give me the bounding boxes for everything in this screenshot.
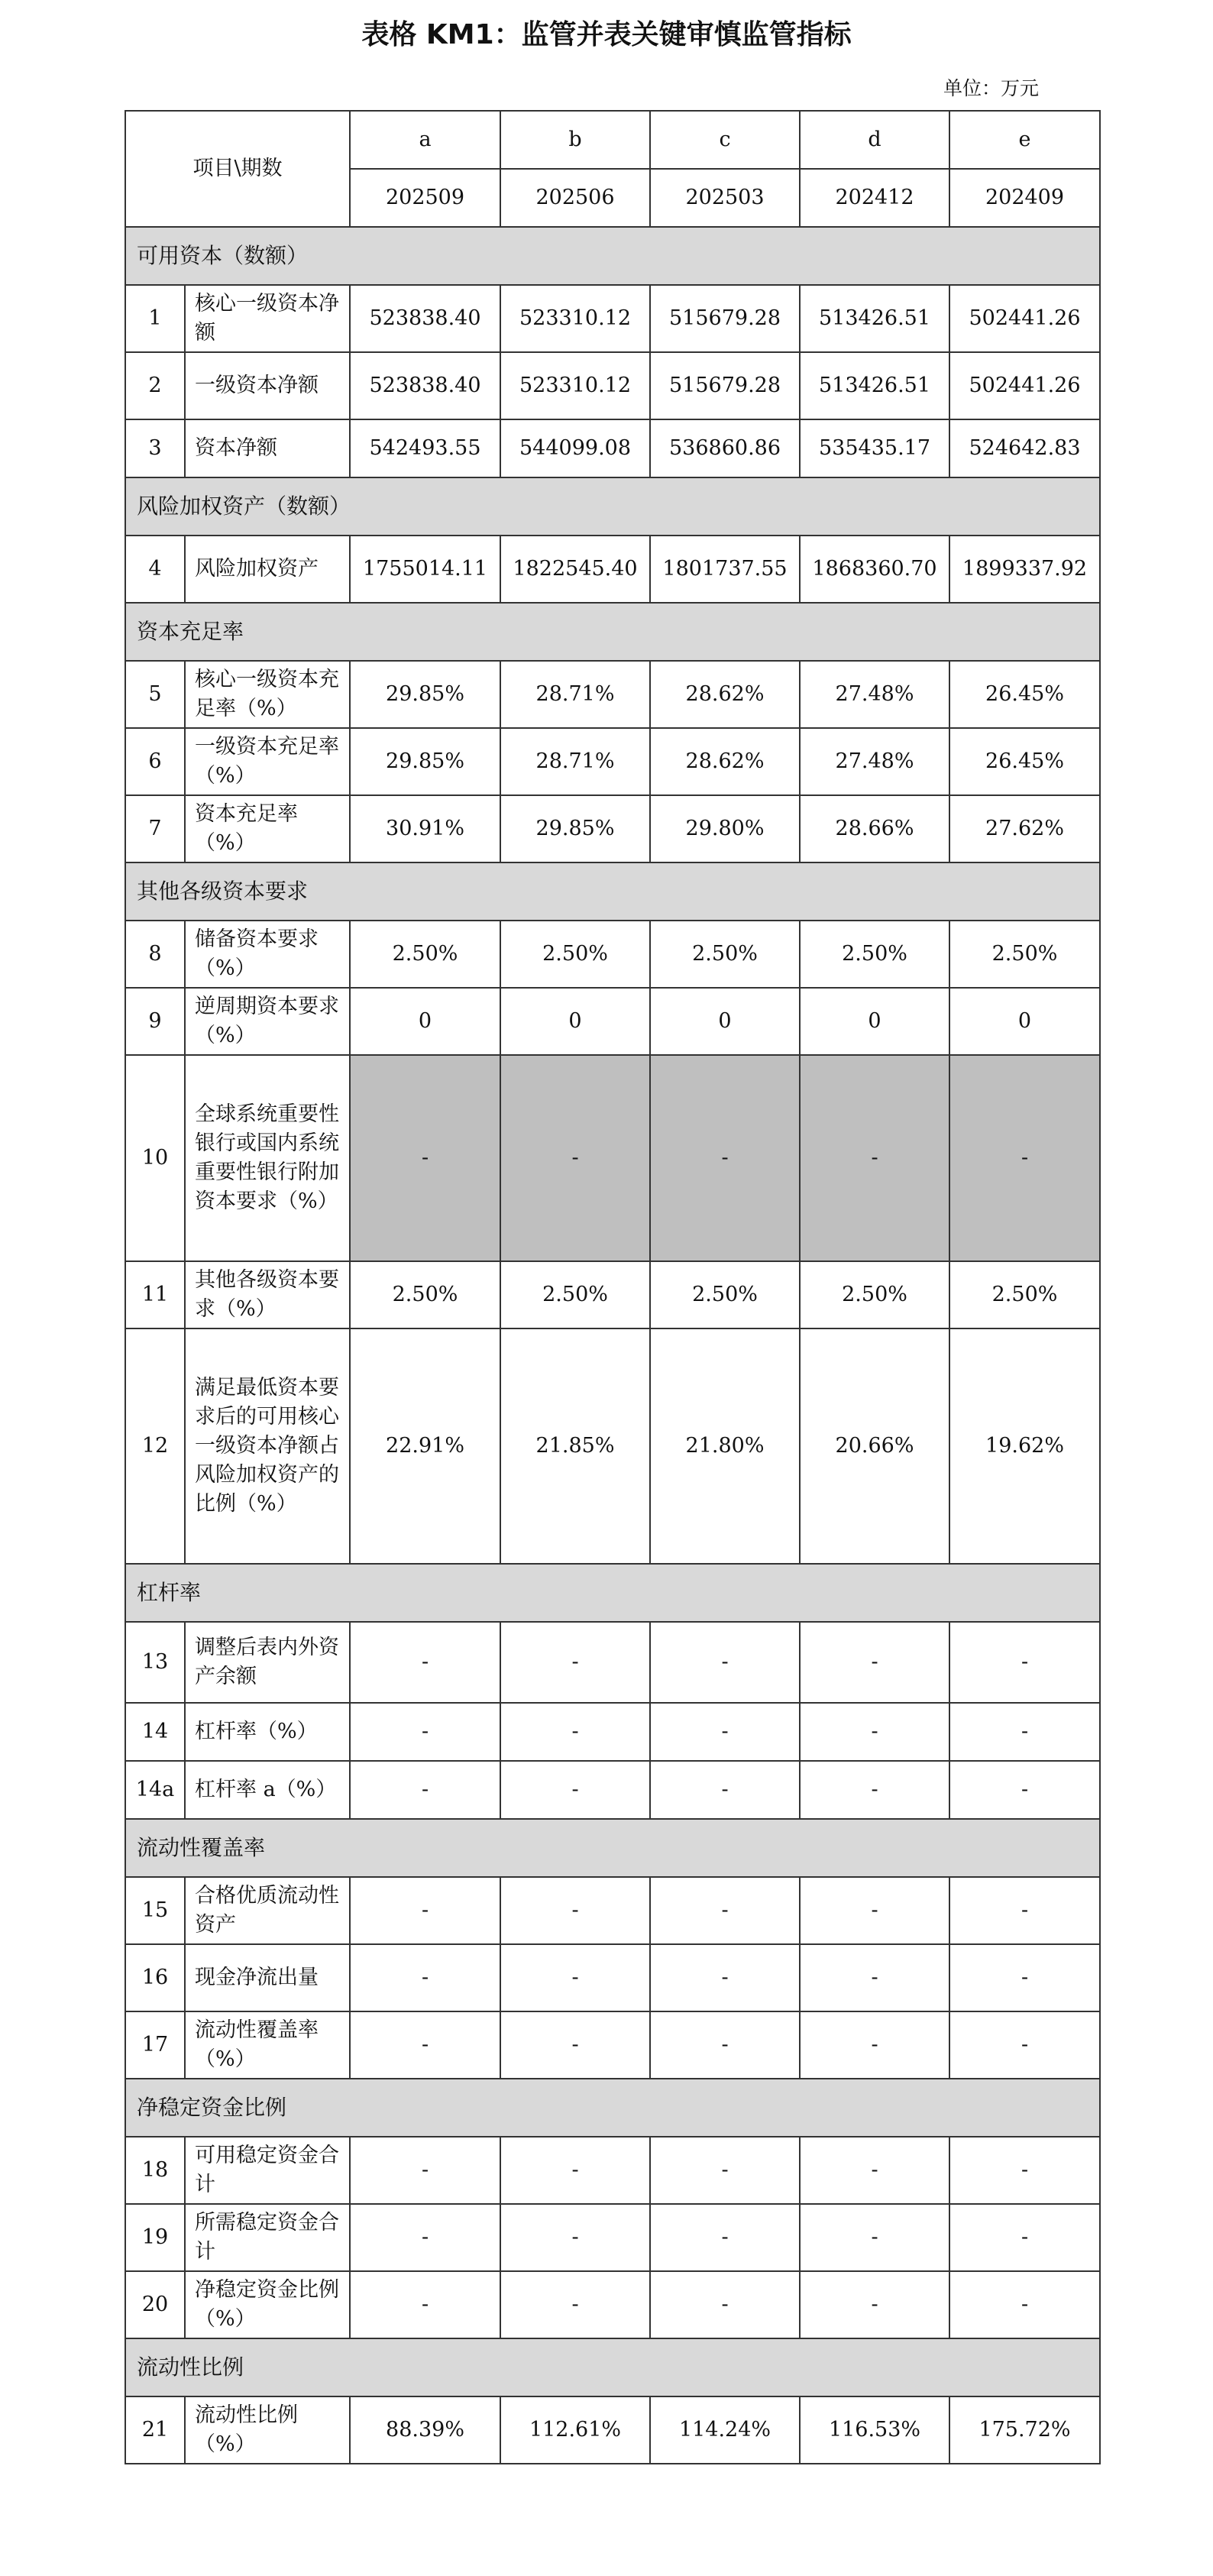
value-cell: 30.91% bbox=[350, 795, 500, 862]
header-corner: 项目\期数 bbox=[125, 111, 350, 227]
table-row bbox=[125, 2271, 1100, 2338]
section-header-row bbox=[125, 1819, 1100, 1877]
value-cell: - bbox=[650, 2137, 800, 2204]
value-cell: 513426.51 bbox=[800, 285, 949, 352]
row-index: 11 bbox=[125, 1261, 185, 1328]
row-index: 12 bbox=[125, 1328, 185, 1564]
value-cell: 1822545.40 bbox=[500, 536, 650, 603]
value-cell: - bbox=[949, 2204, 1100, 2271]
value-cell: - bbox=[350, 2271, 500, 2338]
column-letter: a bbox=[350, 111, 500, 169]
value-cell: 114.24% bbox=[650, 2396, 800, 2464]
table-row bbox=[125, 352, 1100, 419]
value-cell: 2.50% bbox=[350, 921, 500, 988]
value-cell: 502441.26 bbox=[949, 285, 1100, 352]
section-title: 杠杆率 bbox=[125, 1564, 1100, 1622]
column-letter: b bbox=[500, 111, 650, 169]
value-cell: 175.72% bbox=[949, 2396, 1100, 2464]
value-cell: 88.39% bbox=[350, 2396, 500, 2464]
value-cell: 29.85% bbox=[350, 661, 500, 728]
value-cell: - bbox=[800, 1761, 949, 1819]
value-cell: - bbox=[949, 1703, 1100, 1761]
value-cell: 1801737.55 bbox=[650, 536, 800, 603]
section-title: 风险加权资产（数额） bbox=[125, 477, 1100, 536]
value-cell: - bbox=[800, 2011, 949, 2079]
value-cell: - bbox=[650, 1944, 800, 2011]
row-label: 杠杆率 a（%） bbox=[185, 1761, 350, 1819]
row-index: 10 bbox=[125, 1055, 185, 1261]
row-index: 3 bbox=[125, 419, 185, 477]
table-row bbox=[125, 536, 1100, 603]
value-cell: 2.50% bbox=[350, 1261, 500, 1328]
value-cell: 2.50% bbox=[650, 921, 800, 988]
row-label: 核心一级资本充足率（%） bbox=[185, 661, 350, 728]
period-label: 202409 bbox=[949, 169, 1100, 227]
section-header-row bbox=[125, 603, 1100, 661]
value-cell: - bbox=[350, 2204, 500, 2271]
table-row bbox=[125, 1703, 1100, 1761]
km1-table bbox=[125, 110, 1101, 2464]
row-label: 流动性覆盖率（%） bbox=[185, 2011, 350, 2079]
value-cell: - bbox=[350, 1055, 500, 1261]
table-row bbox=[125, 988, 1100, 1055]
value-cell: - bbox=[350, 1877, 500, 1944]
value-cell: - bbox=[350, 1761, 500, 1819]
value-cell: 0 bbox=[500, 988, 650, 1055]
value-cell: - bbox=[800, 2271, 949, 2338]
table-row bbox=[125, 1761, 1100, 1819]
value-cell: 2.50% bbox=[500, 1261, 650, 1328]
value-cell: 542493.55 bbox=[350, 419, 500, 477]
value-cell: - bbox=[949, 1622, 1100, 1703]
value-cell: - bbox=[500, 2011, 650, 2079]
row-index: 6 bbox=[125, 728, 185, 795]
table-row bbox=[125, 1055, 1100, 1261]
value-cell: 26.45% bbox=[949, 728, 1100, 795]
row-label: 全球系统重要性银行或国内系统重要性银行附加资本要求（%） bbox=[185, 1055, 350, 1261]
table-row bbox=[125, 285, 1100, 352]
row-index: 5 bbox=[125, 661, 185, 728]
row-label: 资本充足率（%） bbox=[185, 795, 350, 862]
value-cell: 29.85% bbox=[500, 795, 650, 862]
period-label: 202503 bbox=[650, 169, 800, 227]
value-cell: 2.50% bbox=[949, 921, 1100, 988]
value-cell: - bbox=[800, 2204, 949, 2271]
value-cell: - bbox=[500, 1944, 650, 2011]
value-cell: - bbox=[949, 1761, 1100, 1819]
value-cell: 1755014.11 bbox=[350, 536, 500, 603]
value-cell: 29.85% bbox=[350, 728, 500, 795]
value-cell: 1899337.92 bbox=[949, 536, 1100, 603]
value-cell: - bbox=[650, 2011, 800, 2079]
value-cell: - bbox=[650, 1055, 800, 1261]
row-index: 4 bbox=[125, 536, 185, 603]
value-cell: 26.45% bbox=[949, 661, 1100, 728]
value-cell: - bbox=[650, 1761, 800, 1819]
value-cell: - bbox=[650, 1877, 800, 1944]
row-index: 8 bbox=[125, 921, 185, 988]
value-cell: 1868360.70 bbox=[800, 536, 949, 603]
value-cell: 116.53% bbox=[800, 2396, 949, 2464]
value-cell: 28.62% bbox=[650, 661, 800, 728]
row-index: 7 bbox=[125, 795, 185, 862]
row-label: 资本净额 bbox=[185, 419, 350, 477]
value-cell: - bbox=[949, 2137, 1100, 2204]
value-cell: - bbox=[650, 1703, 800, 1761]
section-header-row bbox=[125, 227, 1100, 285]
value-cell: 2.50% bbox=[800, 1261, 949, 1328]
value-cell: 502441.26 bbox=[949, 352, 1100, 419]
table-row bbox=[125, 795, 1100, 862]
value-cell: - bbox=[500, 1703, 650, 1761]
table-row bbox=[125, 2204, 1100, 2271]
table-row bbox=[125, 2396, 1100, 2464]
value-cell: 524642.83 bbox=[949, 419, 1100, 477]
row-index: 9 bbox=[125, 988, 185, 1055]
row-label: 核心一级资本净额 bbox=[185, 285, 350, 352]
value-cell: - bbox=[350, 2011, 500, 2079]
value-cell: 523838.40 bbox=[350, 285, 500, 352]
section-header-row bbox=[125, 2079, 1100, 2137]
row-index: 15 bbox=[125, 1877, 185, 1944]
table-row bbox=[125, 1877, 1100, 1944]
value-cell: 0 bbox=[800, 988, 949, 1055]
value-cell: 21.85% bbox=[500, 1328, 650, 1564]
row-label: 其他各级资本要求（%） bbox=[185, 1261, 350, 1328]
section-header-row bbox=[125, 2338, 1100, 2396]
value-cell: - bbox=[500, 2204, 650, 2271]
value-cell: - bbox=[500, 2137, 650, 2204]
row-label: 可用稳定资金合计 bbox=[185, 2137, 350, 2204]
value-cell: 536860.86 bbox=[650, 419, 800, 477]
row-index: 17 bbox=[125, 2011, 185, 2079]
row-label: 净稳定资金比例（%） bbox=[185, 2271, 350, 2338]
value-cell: - bbox=[800, 1622, 949, 1703]
row-label: 流动性比例（%） bbox=[185, 2396, 350, 2464]
row-label: 风险加权资产 bbox=[185, 536, 350, 603]
value-cell: - bbox=[350, 1944, 500, 2011]
value-cell: - bbox=[800, 2137, 949, 2204]
value-cell: 28.71% bbox=[500, 661, 650, 728]
row-index: 19 bbox=[125, 2204, 185, 2271]
row-label: 合格优质流动性资产 bbox=[185, 1877, 350, 1944]
row-label: 满足最低资本要求后的可用核心一级资本净额占风险加权资产的比例（%） bbox=[185, 1328, 350, 1564]
value-cell: 28.71% bbox=[500, 728, 650, 795]
period-label: 202506 bbox=[500, 169, 650, 227]
row-label: 调整后表内外资产余额 bbox=[185, 1622, 350, 1703]
row-label: 逆周期资本要求（%） bbox=[185, 988, 350, 1055]
section-title: 可用资本（数额） bbox=[125, 227, 1100, 285]
value-cell: - bbox=[350, 1622, 500, 1703]
value-cell: 112.61% bbox=[500, 2396, 650, 2464]
section-title: 其他各级资本要求 bbox=[125, 862, 1100, 921]
column-letter: c bbox=[650, 111, 800, 169]
value-cell: 523838.40 bbox=[350, 352, 500, 419]
value-cell: - bbox=[949, 1944, 1100, 2011]
value-cell: - bbox=[949, 1877, 1100, 1944]
row-label: 一级资本净额 bbox=[185, 352, 350, 419]
table-row bbox=[125, 661, 1100, 728]
value-cell: 2.50% bbox=[800, 921, 949, 988]
row-index: 20 bbox=[125, 2271, 185, 2338]
value-cell: - bbox=[650, 1622, 800, 1703]
value-cell: 523310.12 bbox=[500, 352, 650, 419]
value-cell: - bbox=[500, 2271, 650, 2338]
value-cell: - bbox=[800, 1944, 949, 2011]
row-label: 杠杆率（%） bbox=[185, 1703, 350, 1761]
table-row bbox=[125, 1328, 1100, 1564]
row-index: 18 bbox=[125, 2137, 185, 2204]
row-label: 储备资本要求（%） bbox=[185, 921, 350, 988]
value-cell: 0 bbox=[350, 988, 500, 1055]
value-cell: 27.62% bbox=[949, 795, 1100, 862]
row-index: 1 bbox=[125, 285, 185, 352]
row-index: 16 bbox=[125, 1944, 185, 2011]
table-row bbox=[125, 2011, 1100, 2079]
value-cell: 515679.28 bbox=[650, 285, 800, 352]
row-index: 21 bbox=[125, 2396, 185, 2464]
section-header-row bbox=[125, 1564, 1100, 1622]
value-cell: 28.62% bbox=[650, 728, 800, 795]
value-cell: - bbox=[500, 1622, 650, 1703]
column-letter: d bbox=[800, 111, 949, 169]
table-row bbox=[125, 921, 1100, 988]
period-label: 202509 bbox=[350, 169, 500, 227]
km1-table-body bbox=[125, 111, 1100, 2464]
section-header-row bbox=[125, 477, 1100, 536]
value-cell: - bbox=[500, 1761, 650, 1819]
table-row bbox=[125, 728, 1100, 795]
column-letter: e bbox=[949, 111, 1100, 169]
value-cell: 28.66% bbox=[800, 795, 949, 862]
table-row bbox=[125, 1622, 1100, 1703]
value-cell: - bbox=[949, 1055, 1100, 1261]
value-cell: 22.91% bbox=[350, 1328, 500, 1564]
row-index: 14 bbox=[125, 1703, 185, 1761]
row-label: 现金净流出量 bbox=[185, 1944, 350, 2011]
value-cell: 2.50% bbox=[949, 1261, 1100, 1328]
value-cell: - bbox=[800, 1877, 949, 1944]
value-cell: 2.50% bbox=[500, 921, 650, 988]
value-cell: 19.62% bbox=[949, 1328, 1100, 1564]
period-label: 202412 bbox=[800, 169, 949, 227]
value-cell: - bbox=[650, 2271, 800, 2338]
section-title: 流动性比例 bbox=[125, 2338, 1100, 2396]
table-row bbox=[125, 419, 1100, 477]
row-index: 2 bbox=[125, 352, 185, 419]
value-cell: 544099.08 bbox=[500, 419, 650, 477]
header-row-columns bbox=[125, 111, 1100, 169]
unit-label: 单位：万元 bbox=[943, 77, 1039, 99]
value-cell: - bbox=[949, 2271, 1100, 2338]
table-row bbox=[125, 2137, 1100, 2204]
value-cell: - bbox=[350, 2137, 500, 2204]
value-cell: 20.66% bbox=[800, 1328, 949, 1564]
row-label: 所需稳定资金合计 bbox=[185, 2204, 350, 2271]
value-cell: 523310.12 bbox=[500, 285, 650, 352]
document-title: 表格 KM1：监管并表关键审慎监管指标 bbox=[361, 19, 852, 50]
value-cell: - bbox=[500, 1055, 650, 1261]
value-cell: - bbox=[800, 1703, 949, 1761]
value-cell: 2.50% bbox=[650, 1261, 800, 1328]
value-cell: 0 bbox=[650, 988, 800, 1055]
section-title: 净稳定资金比例 bbox=[125, 2079, 1100, 2137]
value-cell: 21.80% bbox=[650, 1328, 800, 1564]
value-cell: 0 bbox=[949, 988, 1100, 1055]
value-cell: - bbox=[650, 2204, 800, 2271]
value-cell: - bbox=[800, 1055, 949, 1261]
value-cell: - bbox=[350, 1703, 500, 1761]
row-label: 一级资本充足率（%） bbox=[185, 728, 350, 795]
section-title: 资本充足率 bbox=[125, 603, 1100, 661]
value-cell: - bbox=[500, 1877, 650, 1944]
value-cell: 27.48% bbox=[800, 728, 949, 795]
value-cell: 29.80% bbox=[650, 795, 800, 862]
section-title: 流动性覆盖率 bbox=[125, 1819, 1100, 1877]
section-header-row bbox=[125, 862, 1100, 921]
table-row bbox=[125, 1261, 1100, 1328]
value-cell: 515679.28 bbox=[650, 352, 800, 419]
row-index: 14a bbox=[125, 1761, 185, 1819]
table-row bbox=[125, 1944, 1100, 2011]
value-cell: 27.48% bbox=[800, 661, 949, 728]
value-cell: 513426.51 bbox=[800, 352, 949, 419]
value-cell: 535435.17 bbox=[800, 419, 949, 477]
row-index: 13 bbox=[125, 1622, 185, 1703]
value-cell: - bbox=[949, 2011, 1100, 2079]
